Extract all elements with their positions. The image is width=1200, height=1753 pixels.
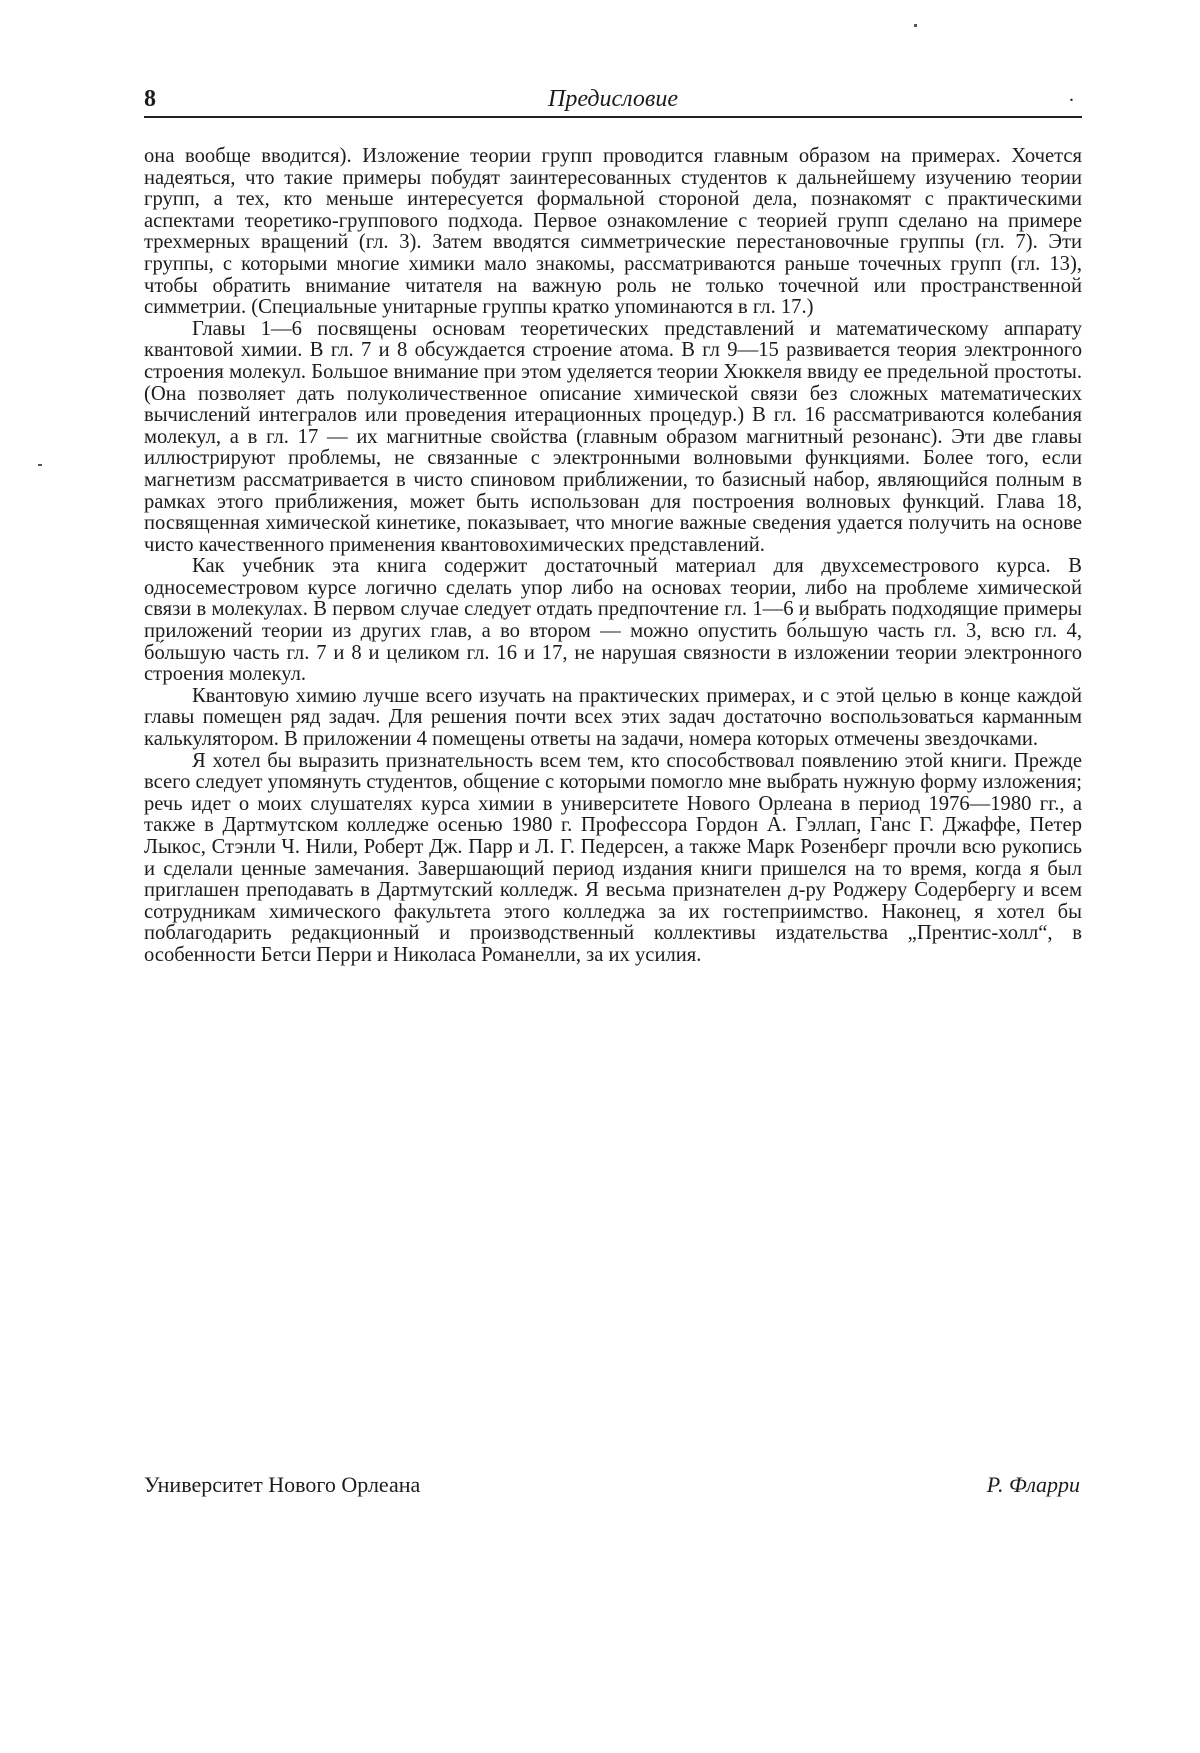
paragraph-4: Квантовую химию лучше всего изучать на практических примерах, и с этой целью в конце каждой главы помещен ряд задач. Для решения почти всех этих задач достаточно воспользоваться карманным калькулятором. В приложении 4 помещены ответы на задачи, номера которых отмечены звездочками. (144, 686, 1082, 751)
paragraph-1: она вообще вводится). Изложение теории групп проводится главным образом на примерах. Хочется надеяться, что такие примеры побудят заинтересованных студентов к дальнейшему изучению теории групп, а тех, кто меньше интересуется формальной стороной дела, познакомят с практическими аспектами теоретико-группового подхода. Первое ознакомление с теорией групп сделано на примере трехмерных вращений (гл. 3). Затем вводятся симметрические перестановочные группы (гл. 7). Эти группы, с которыми многие химики мало знакомы, рассматриваются раньше точечных групп (гл. 13), чтобы обратить внимание читателя на важную роль не только точечной или пространственной симметрии. (Специальные унитарные группы кратко упоминаются в гл. 17.) (144, 146, 1082, 319)
scan-speck (914, 24, 917, 27)
body-text (144, 146, 1082, 967)
scan-speck (38, 464, 42, 466)
institution-name: Университет Нового Орлеана (144, 1472, 420, 1498)
book-page (0, 0, 1200, 1753)
header-mark: . (1069, 84, 1074, 107)
page-number: 8 (144, 86, 156, 113)
paragraph-2: Главы 1—6 посвящены основам теоретических представлений и математическому аппарату квантовой химии. В гл. 7 и 8 обсуждается строение атома. В гл 9—15 развивается теория электронного строения молекул. Большое внимание при этом уделяется теории Хюккеля ввиду ее предельной простоты. (Она позволяет дать полуколичественное описание химической связи без сложных математических вычислений интегралов или проведения итерационных процедур.) В гл. 16 рассматриваются колебания молекул, а в гл. 17 — их магнитные свойства (главным образом магнитный резонанс). Эти две главы иллюстрируют проблемы, не связанные с электронными волновыми функциями. Более того, если магнетизм рассматривается в чисто спиновом приближении, то базисный набор, являющийся полным в рамках этого приближения, может быть использован для построения волновых функций. Глава 18, посвященная химической кинетике, показывает, что многие важные сведения удается получить на основе чисто качественного применения квантовохимических представлений. (144, 319, 1082, 557)
running-title: Предисловие (144, 86, 1082, 113)
paragraph-5: Я хотел бы выразить признательность всем тем, кто способствовал появлению этой книги. Прежде всего следует упомянуть студентов, общение с которыми помогло мне выбрать нужную форму изложения; речь идет о моих слушателях курса химии в университете Нового Орлеана в период 1976—1980 гг., а также в Дартмутском колледже осенью 1980 г. Профессора Гордон А. Гэллап, Ганс Г. Джаффе, Петер Лыкос, Стэнли Ч. Нили, Роберт Дж. Парр и Л. Г. Педерсен, а также Марк Розенберг прочли всю рукопись и сделали ценные замечания. Завершающий период издания книги пришелся на то время, когда я был приглашен преподавать в Дартмутский колледж. Я весьма признателен д-ру Роджеру Содербергу и всем сотрудникам химического факультета этого колледжа за их гостеприимство. Наконец, я хотел бы поблагодарить редакционный и производственный коллективы издательства „Прентис-холл“, в особенности Бетси Перри и Николаса Романелли, за их усилия. (144, 751, 1082, 967)
paragraph-3: Как учебник эта книга содержит достаточный материал для двухсеместрового курса. В односеместровом курсе логично сделать упор либо на основах теории, либо на проблеме химической связи в молекулах. В первом случае следует отдать предпочтение гл. 1—6 и выбрать подходящие примеры приложений теории из других глав, а во втором — можно опустить бо́льшую часть гл. 3, всю гл. 4, бо́льшую часть гл. 7 и 8 и целиком гл. 16 и 17, не нарушая связности в изложении теории электронного строения молекул. (144, 556, 1082, 686)
author-name: Р. Флappu (987, 1472, 1080, 1498)
page-header (144, 84, 1082, 118)
